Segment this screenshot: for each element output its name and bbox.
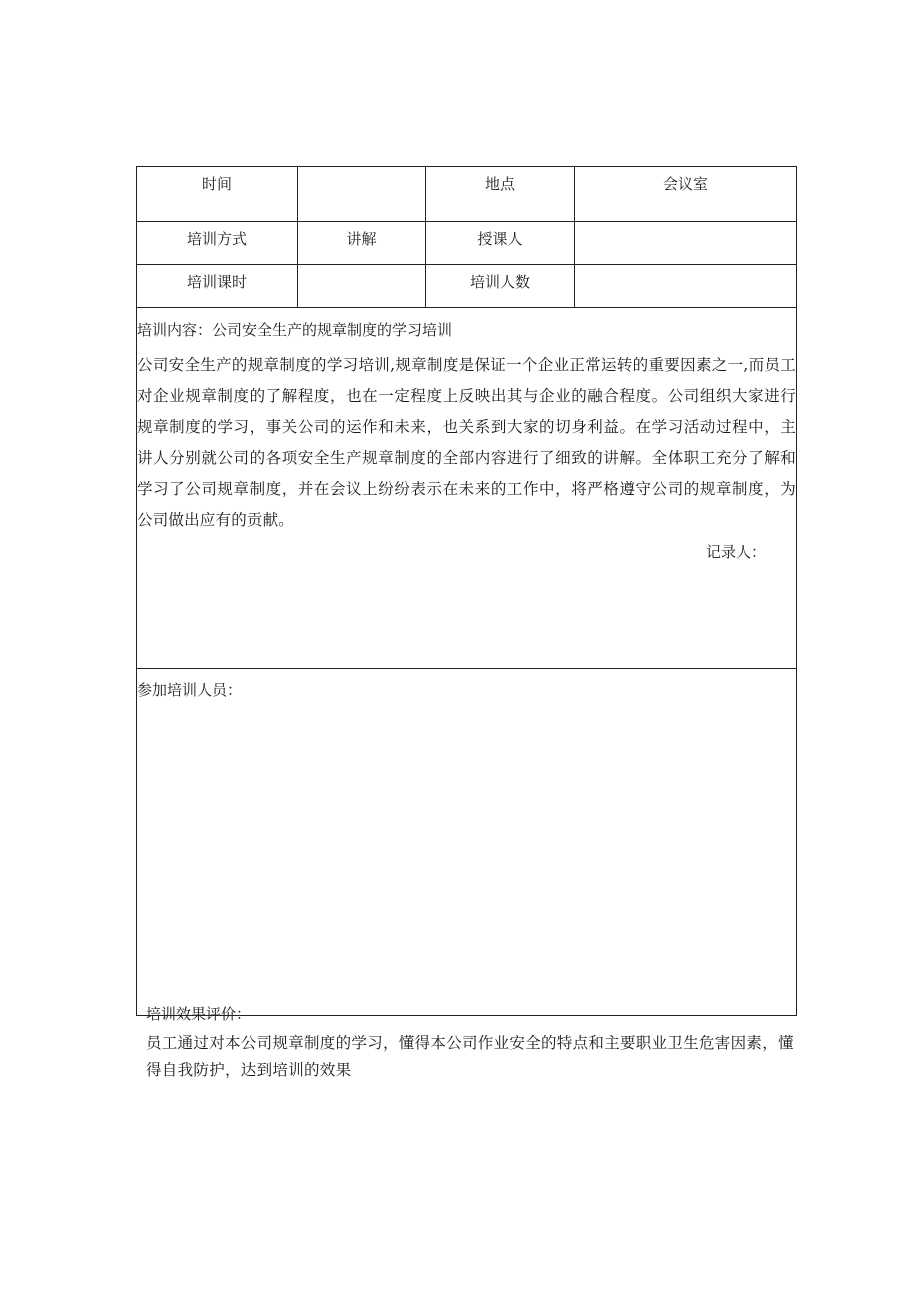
row-content (137, 308, 797, 669)
count-value (575, 265, 797, 308)
time-value (298, 167, 426, 222)
time-label: 时间 (137, 167, 298, 222)
evaluation-text: 员工通过对本公司规章制度的学习，懂得本公司作业安全的特点和主要职业卫生危害因素，懂得自我防护，达到培训的效果 (146, 1034, 794, 1079)
content-body: 公司安全生产的规章制度的学习培训,规章制度是保证一个企业正常运转的重要因素之一,而员工对企业规章制度的了解程度，也在一定程度上反映出其与企业的融合程度。公司组织大家进行规章制度的学习，事关公司的运作和未来，也关系到大家的切身利益。在学习活动过程中，主讲人分别就公司的各项安全生产规章制度的全部内容进行了细致的讲解。全体职工充分了解和学习了公司规章制度，并在会议上纷纷表示在未来的工作中，将严格遵守公司的规章制度，为公司做出应有的贡献。 (137, 356, 796, 529)
place-value: 会议室 (575, 167, 797, 222)
training-record-table (136, 166, 797, 1016)
row-time-place (137, 167, 797, 222)
attendees-cell (137, 669, 797, 1016)
place-label: 地点 (426, 167, 575, 222)
content-title: 培训内容：公司安全生产的规章制度的学习培训 (137, 321, 453, 339)
evaluation-section (146, 1004, 796, 1084)
evaluation-label: 培训效果评价： (146, 1005, 252, 1023)
row-hours-count (137, 265, 797, 308)
row-attendees (137, 669, 797, 1016)
lecturer-label: 授课人 (426, 222, 575, 265)
method-value: 讲解 (298, 222, 426, 265)
hours-value (298, 265, 426, 308)
lecturer-value (575, 222, 797, 265)
row-method-lecturer (137, 222, 797, 265)
content-cell (137, 308, 797, 669)
method-label: 培训方式 (137, 222, 298, 265)
count-label: 培训人数 (426, 265, 575, 308)
recorder-label: 记录人： (705, 543, 766, 561)
attendees-label: 参加培训人员： (137, 681, 243, 699)
hours-label: 培训课时 (137, 265, 298, 308)
